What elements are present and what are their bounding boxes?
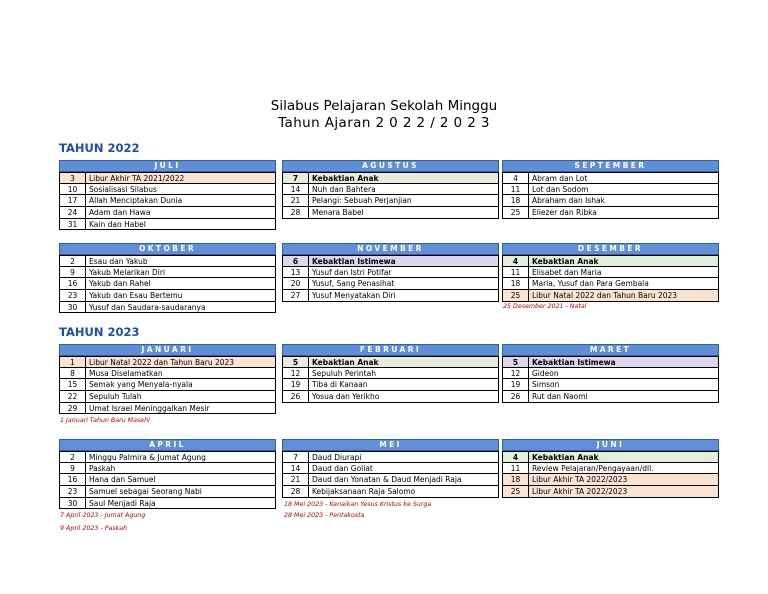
month-juni (502, 439, 719, 498)
date-cell: 25 (503, 486, 529, 497)
date-cell: 18 (503, 195, 529, 206)
month-header: JULI (59, 160, 276, 172)
topic-cell: Sepuluh Tulah (89, 392, 142, 402)
note-mei-1: 18 Mei 2023 - Kenaikan Yesus Kristus ke Surga (284, 501, 432, 508)
topic-cell: Libur Natal 2022 dan Tahun Baru 2023 (89, 358, 235, 367)
month-header: MEI (282, 439, 499, 451)
topic-cell: Allah Menciptakan Dunia (89, 196, 183, 206)
topic-cell: Kebaktian Anak (312, 174, 379, 183)
date-cell: 5 (503, 357, 529, 367)
table-row (502, 451, 719, 463)
month-oktober (59, 243, 276, 313)
month-header: OKTOBER (59, 243, 276, 255)
topic-cell: Pelangi: Sebuah Perjanjian (312, 196, 412, 206)
date-cell: 19 (283, 379, 309, 390)
month-april (59, 439, 276, 509)
month-header: SEPTEMBER (502, 160, 719, 172)
table-row (59, 255, 276, 267)
topic-cell: Yusuf, Sang Penasihat (312, 279, 395, 289)
topic-cell: Menara Babel (312, 208, 364, 218)
topic-cell: Kebaktian Istimewa (532, 358, 616, 367)
topic-cell: Libur Natal 2022 dan Tahun Baru 2023 (532, 291, 678, 301)
topic-cell: Libur Akhir TA 2021/2022 (89, 174, 185, 183)
month-januari (59, 344, 276, 414)
date-cell: 26 (503, 391, 529, 402)
date-cell: 19 (503, 379, 529, 390)
table-row (502, 391, 719, 403)
date-cell: 20 (283, 278, 309, 289)
date-cell: 4 (503, 173, 529, 183)
date-cell: 18 (503, 278, 529, 289)
table-row (282, 195, 499, 207)
date-cell: 4 (503, 452, 529, 462)
date-cell: 2 (60, 256, 86, 266)
month-header: DESEMBER (502, 243, 719, 255)
table-row (59, 302, 276, 314)
topic-cell: Yakub dan Rahel (89, 279, 151, 289)
date-cell: 15 (60, 379, 86, 390)
month-februari (282, 344, 499, 403)
date-cell: 28 (283, 486, 309, 497)
date-cell: 16 (60, 278, 86, 289)
month-mei (282, 439, 499, 498)
table-row (59, 356, 276, 368)
date-cell: 26 (283, 391, 309, 402)
table-row (59, 463, 276, 475)
table-row (59, 219, 276, 231)
month-agustus (282, 160, 499, 219)
date-cell: 24 (60, 207, 86, 218)
month-header: MARET (502, 344, 719, 356)
table-row (282, 255, 499, 267)
date-cell: 31 (60, 219, 86, 230)
table-row (282, 451, 499, 463)
page-subtitle: Tahun Ajaran 2 0 2 2 / 2 0 2 3 (278, 115, 490, 131)
date-cell: 30 (60, 498, 86, 509)
table-row (59, 486, 276, 498)
topic-cell: Esau dan Yakub (89, 257, 148, 266)
date-cell: 6 (283, 256, 309, 266)
topic-cell: Simson (532, 380, 560, 390)
topic-cell: Kebaktian Anak (532, 453, 599, 462)
table-row (59, 498, 276, 510)
date-cell: 2 (60, 452, 86, 462)
table-row (502, 267, 719, 279)
topic-cell: Semak yang Menyala-nyala (89, 380, 193, 390)
table-row (59, 474, 276, 486)
date-cell: 13 (283, 267, 309, 278)
topic-cell: Daud dan Goliat (312, 463, 373, 473)
topic-cell: Yusuf Menyatakan Diri (312, 291, 396, 301)
month-header: FEBRUARI (282, 344, 499, 356)
table-row (502, 255, 719, 267)
date-cell: 22 (60, 391, 86, 402)
month-header: JUNI (502, 439, 719, 451)
table-row (282, 463, 499, 475)
table-row (59, 278, 276, 290)
table-row (59, 379, 276, 391)
table-row (502, 290, 719, 302)
note-desember: 25 Desember 2021 - Natal (503, 303, 587, 310)
topic-cell: Adam dan Hawa (89, 208, 151, 218)
topic-cell: Musa Diselamatkan (89, 368, 163, 378)
topic-cell: Daud Diurapi (312, 453, 362, 462)
date-cell: 10 (60, 184, 86, 195)
date-cell: 17 (60, 195, 86, 206)
date-cell: 21 (283, 474, 309, 485)
table-row (282, 267, 499, 279)
date-cell: 3 (60, 173, 86, 183)
table-row (282, 278, 499, 290)
topic-cell: Kebaktian Istimewa (312, 257, 396, 266)
topic-cell: Libur Akhir TA 2022/2023 (532, 475, 628, 485)
month-maret (502, 344, 719, 403)
table-row (502, 368, 719, 380)
topic-cell: Abraham dan Ishak (532, 196, 605, 206)
topic-cell: Lot dan Sodom (532, 184, 589, 194)
topic-cell: Kebaktian Anak (532, 257, 599, 266)
year-label-2023: TAHUN 2023 (59, 325, 140, 339)
date-cell: 9 (60, 267, 86, 278)
table-row (502, 356, 719, 368)
date-cell: 27 (283, 290, 309, 301)
topic-cell: Nuh dan Bahtera (312, 184, 376, 194)
topic-cell: Minggu Palmira & Jumat Agung (89, 453, 206, 462)
table-row (59, 195, 276, 207)
date-cell: 21 (283, 195, 309, 206)
date-cell: 30 (60, 302, 86, 313)
date-cell: 12 (503, 368, 529, 379)
table-row (59, 172, 276, 184)
page-title: Silabus Pelajaran Sekolah Minggu (270, 98, 498, 114)
table-row (282, 391, 499, 403)
table-row (282, 184, 499, 196)
date-cell: 5 (283, 357, 309, 367)
topic-cell: Umat Israel Meninggalkan Mesir (89, 403, 210, 413)
date-cell: 25 (503, 207, 529, 218)
date-cell: 18 (503, 474, 529, 485)
table-row (59, 290, 276, 302)
table-row (282, 368, 499, 380)
date-cell: 23 (60, 486, 86, 497)
table-row (502, 278, 719, 290)
table-row (282, 474, 499, 486)
date-cell: 7 (283, 173, 309, 183)
topic-cell: Yakub dan Esau Bertemu (89, 291, 183, 301)
note-april-2: 9 April 2023 - Paskah (60, 525, 128, 532)
date-cell: 12 (283, 368, 309, 379)
month-juli (59, 160, 276, 230)
note-april-1: 7 April 2023 - Jumat Agung (60, 512, 146, 519)
table-row (502, 195, 719, 207)
table-row (282, 356, 499, 368)
topic-cell: Sepuluh Perintah (312, 368, 376, 378)
month-november (282, 243, 499, 302)
table-row (282, 379, 499, 391)
table-row (59, 368, 276, 380)
topic-cell: Abram dan Lot (532, 174, 588, 183)
date-cell: 16 (60, 474, 86, 485)
table-row (502, 172, 719, 184)
topic-cell: Gideon (532, 368, 559, 378)
month-september (502, 160, 719, 219)
table-row (502, 486, 719, 498)
topic-cell: Eliezer dan Ribka (532, 208, 597, 218)
date-cell: 29 (60, 403, 86, 414)
topic-cell: Maria, Yusuf dan Para Gembala (532, 279, 649, 289)
topic-cell: Libur Akhir TA 2022/2023 (532, 487, 628, 497)
table-row (59, 391, 276, 403)
month-header: JANUARI (59, 344, 276, 356)
table-row (282, 290, 499, 302)
topic-cell: Kebijaksanaan Raja Salomo (312, 487, 416, 497)
topic-cell: Yusuf dan Saudara-saudaranya (89, 302, 206, 312)
topic-cell: Elisabet dan Maria (532, 267, 602, 277)
table-row (59, 451, 276, 463)
date-cell: 14 (283, 463, 309, 474)
date-cell: 14 (283, 184, 309, 195)
table-row (59, 184, 276, 196)
note-mei-2: 28 Mei 2023 - Pentakosta (284, 512, 365, 519)
table-row (502, 207, 719, 219)
month-header: APRIL (59, 439, 276, 451)
table-row (59, 267, 276, 279)
topic-cell: Saul Menjadi Raja (89, 498, 156, 508)
date-cell: 4 (503, 256, 529, 266)
date-cell: 8 (60, 368, 86, 379)
table-row (282, 172, 499, 184)
topic-cell: Yusuf dan Istri Potifar (312, 267, 392, 277)
table-row (59, 207, 276, 219)
topic-cell: Samuel sebagai Seorang Nabi (89, 487, 202, 497)
topic-cell: Kebaktian Anak (312, 358, 379, 367)
month-header: NOVEMBER (282, 243, 499, 255)
table-row (502, 379, 719, 391)
date-cell: 1 (60, 357, 86, 367)
date-cell: 28 (283, 207, 309, 218)
month-header: AGUSTUS (282, 160, 499, 172)
topic-cell: Rut dan Naomi (532, 392, 588, 402)
topic-cell: Hana dan Samuel (89, 475, 156, 485)
table-row (282, 486, 499, 498)
topic-cell: Daud dan Yonatan & Daud Menjadi Raja (312, 475, 462, 485)
date-cell: 11 (503, 267, 529, 278)
date-cell: 23 (60, 290, 86, 301)
table-row (502, 474, 719, 486)
topic-cell: Tiba di Kanaan (312, 380, 368, 390)
month-desember (502, 243, 719, 302)
date-cell: 25 (503, 290, 529, 301)
topic-cell: Yosua dan Yerikho (312, 392, 380, 402)
year-label-2022: TAHUN 2022 (59, 141, 140, 155)
table-row (282, 207, 499, 219)
table-row (59, 403, 276, 415)
table-row (502, 463, 719, 475)
date-cell: 11 (503, 184, 529, 195)
date-cell: 11 (503, 463, 529, 474)
topic-cell: Review Pelajaran/Pengayaan/dll. (532, 463, 654, 473)
note-januari: 1 Januari Tahun Baru Masehi (60, 417, 150, 424)
topic-cell: Sosialisasi Silabus (89, 184, 157, 194)
date-cell: 9 (60, 463, 86, 474)
topic-cell: Paskah (89, 463, 116, 473)
topic-cell: Kain dan Habel (89, 219, 146, 229)
topic-cell: Yakub Melarikan Diri (89, 267, 166, 277)
table-row (502, 184, 719, 196)
date-cell: 7 (283, 452, 309, 462)
